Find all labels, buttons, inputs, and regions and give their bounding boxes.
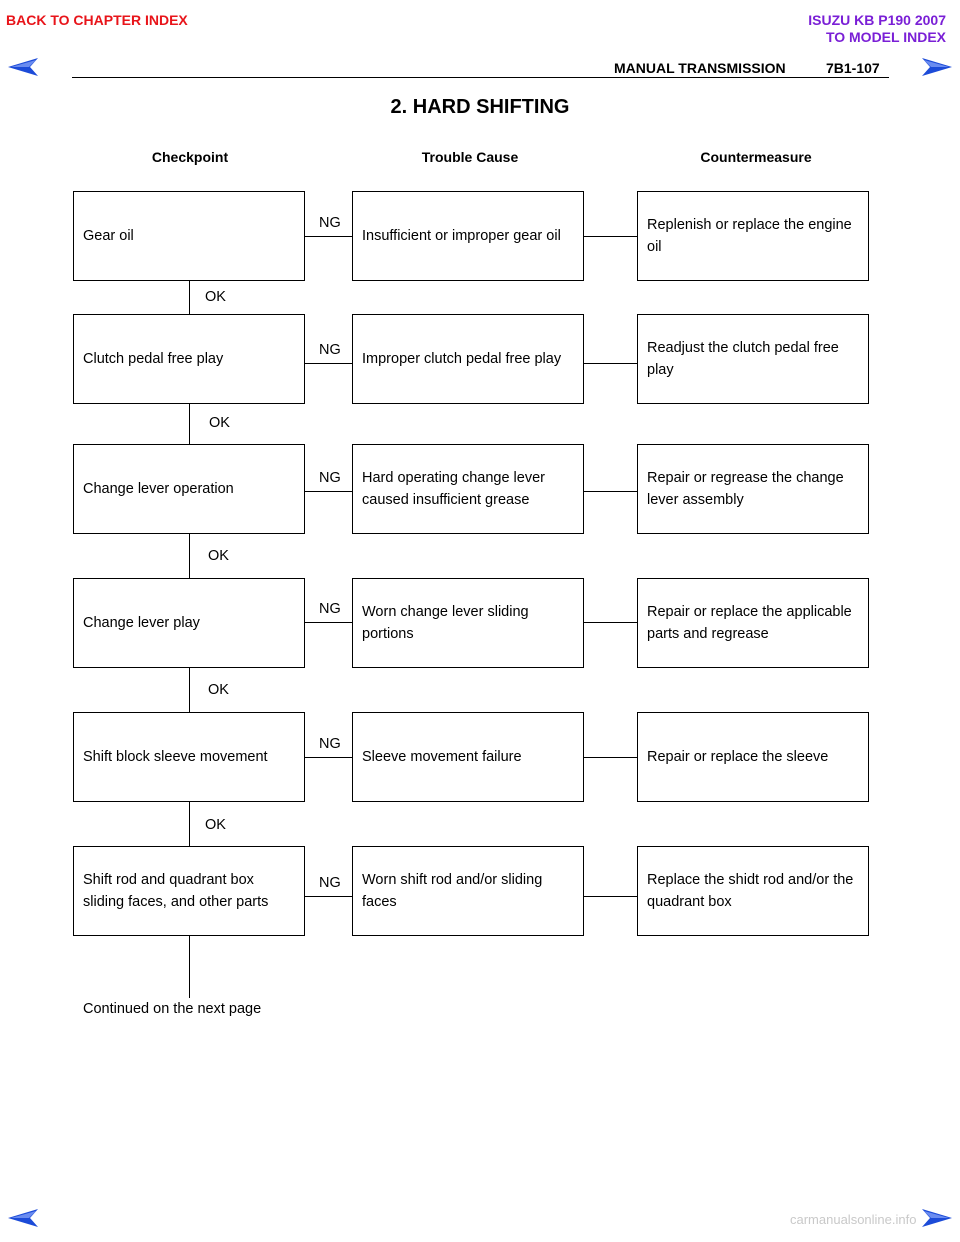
ok-connector (189, 668, 190, 712)
ng-label: NG (319, 215, 341, 231)
model-name: ISUZU KB P190 2007 (808, 12, 946, 28)
checkpoint-text: Clutch pedal free play (83, 351, 224, 367)
watermark: carmanualsonline.info (790, 1212, 917, 1227)
to-model-index-link[interactable]: TO MODEL INDEX (825, 29, 946, 45)
countermeasure-box-5 (637, 712, 869, 802)
ng-connector (305, 236, 352, 237)
ng-connector (305, 491, 352, 492)
countermeasure-text: Replenish or replace the engine oil (647, 217, 852, 255)
ok-connector (189, 404, 190, 444)
checkpoint-text: Change lever play (83, 615, 200, 631)
trouble-cause-heading: Trouble Cause (421, 149, 519, 165)
cause-text: Worn change lever sliding portions (362, 604, 529, 642)
cause-text: Sleeve movement failure (362, 749, 522, 765)
countermeasure-text: Repair or replace the sleeve (647, 749, 829, 765)
page-number: 7B1-107 (826, 60, 880, 76)
ok-label: OK (208, 548, 229, 564)
cause-text: Insufficient or improper gear oil (362, 228, 561, 244)
cause-text: Worn shift rod and/or sliding faces (362, 872, 543, 910)
checkpoint-box-3 (73, 444, 305, 534)
ng-label: NG (319, 736, 341, 752)
fix-connector (584, 236, 637, 237)
checkpoint-text: Shift rod and quadrant box sliding faces, and other parts (83, 872, 269, 910)
fix-connector (584, 622, 637, 623)
ng-label: NG (319, 875, 341, 891)
ok-connector (189, 802, 190, 846)
cause-box-3 (352, 444, 584, 534)
fix-connector (584, 363, 637, 364)
countermeasure-heading: Countermeasure (700, 149, 812, 165)
cause-text: Hard operating change lever caused insufficient grease (362, 470, 545, 508)
checkpoint-heading: Checkpoint (151, 149, 229, 165)
countermeasure-text: Readjust the clutch pedal free play (647, 340, 839, 378)
ng-label: NG (319, 342, 341, 358)
header-rule (72, 77, 889, 78)
continue-connector (189, 936, 190, 998)
cause-box-4 (352, 578, 584, 668)
countermeasure-box-4 (637, 578, 869, 668)
ng-connector (305, 896, 352, 897)
page-title: 2. HARD SHIFTING (390, 96, 570, 118)
cause-box-1 (352, 191, 584, 281)
cause-box-6 (352, 846, 584, 936)
checkpoint-box-5 (73, 712, 305, 802)
countermeasure-text: Replace the shidt rod and/or the quadrant box (647, 872, 854, 910)
checkpoint-box-1 (73, 191, 305, 281)
section-title: MANUAL TRANSMISSION (614, 60, 786, 76)
ok-label: OK (205, 289, 226, 305)
ok-connector (189, 534, 190, 578)
prev-page-arrow-icon[interactable] (8, 58, 38, 76)
next-page-arrow-icon[interactable] (922, 58, 952, 76)
next-page-arrow-icon[interactable] (922, 1209, 952, 1227)
ng-connector (305, 363, 352, 364)
countermeasure-box-2 (637, 314, 869, 404)
checkpoint-box-6 (73, 846, 305, 936)
prev-page-arrow-icon[interactable] (8, 1209, 38, 1227)
fix-connector (584, 491, 637, 492)
continued-note: Continued on the next page (83, 1001, 262, 1017)
ok-connector (189, 281, 190, 314)
countermeasure-box-1 (637, 191, 869, 281)
countermeasure-box-3 (637, 444, 869, 534)
cause-box-2 (352, 314, 584, 404)
checkpoint-text: Gear oil (83, 228, 134, 244)
countermeasure-text: Repair or replace the applicable parts and regrease (647, 604, 852, 642)
fix-connector (584, 757, 637, 758)
checkpoint-box-2 (73, 314, 305, 404)
model-index-block (808, 12, 946, 46)
ng-label: NG (319, 601, 341, 617)
ng-connector (305, 622, 352, 623)
back-to-chapter-index-link[interactable]: BACK TO CHAPTER INDEX (6, 12, 188, 28)
cause-box-5 (352, 712, 584, 802)
countermeasure-box-6 (637, 846, 869, 936)
ok-label: OK (208, 682, 229, 698)
checkpoint-text: Shift block sleeve movement (83, 749, 268, 765)
ok-label: OK (209, 415, 230, 431)
fix-connector (584, 896, 637, 897)
countermeasure-text: Repair or regrease the change lever assembly (647, 470, 844, 508)
checkpoint-box-4 (73, 578, 305, 668)
ng-label: NG (319, 470, 341, 486)
ok-label: OK (205, 817, 226, 833)
cause-text: Improper clutch pedal free play (362, 351, 562, 367)
checkpoint-text: Change lever operation (83, 481, 234, 497)
ng-connector (305, 757, 352, 758)
